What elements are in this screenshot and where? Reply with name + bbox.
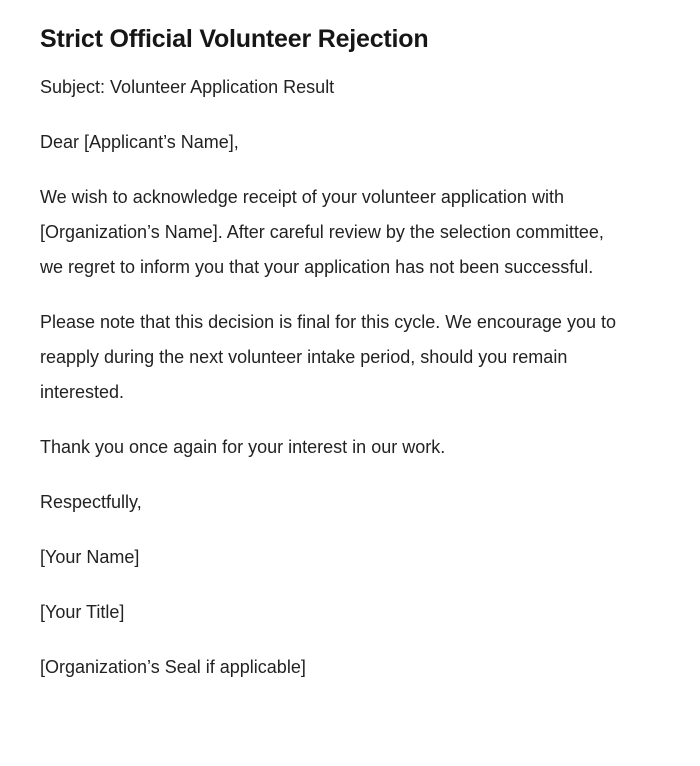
body-paragraph-2: Please note that this decision is final for this cycle. We encourage you to reapply during the next volunteer intake period, should you remain interested.	[40, 312, 616, 402]
closing-line: Respectfully,	[40, 492, 142, 512]
signature-title-placeholder: [Your Title]	[40, 602, 125, 622]
page-title: Strict Official Volunteer Rejection	[40, 25, 429, 53]
salutation-line: Dear [Applicant’s Name],	[40, 132, 239, 152]
subject-line: Subject: Volunteer Application Result	[40, 77, 335, 97]
body-paragraph-3: Thank you once again for your interest in our work.	[40, 437, 446, 457]
signature-seal-placeholder: [Organization’s Seal if applicable]	[40, 657, 306, 677]
letter-body	[40, 70, 626, 685]
signature-name-placeholder: [Your Name]	[40, 547, 140, 567]
body-paragraph-1: We wish to acknowledge receipt of your volunteer application with [Organization’s Name]. After careful review by the selection committee, we regret to inform you that your application has not been successful.	[40, 187, 604, 277]
